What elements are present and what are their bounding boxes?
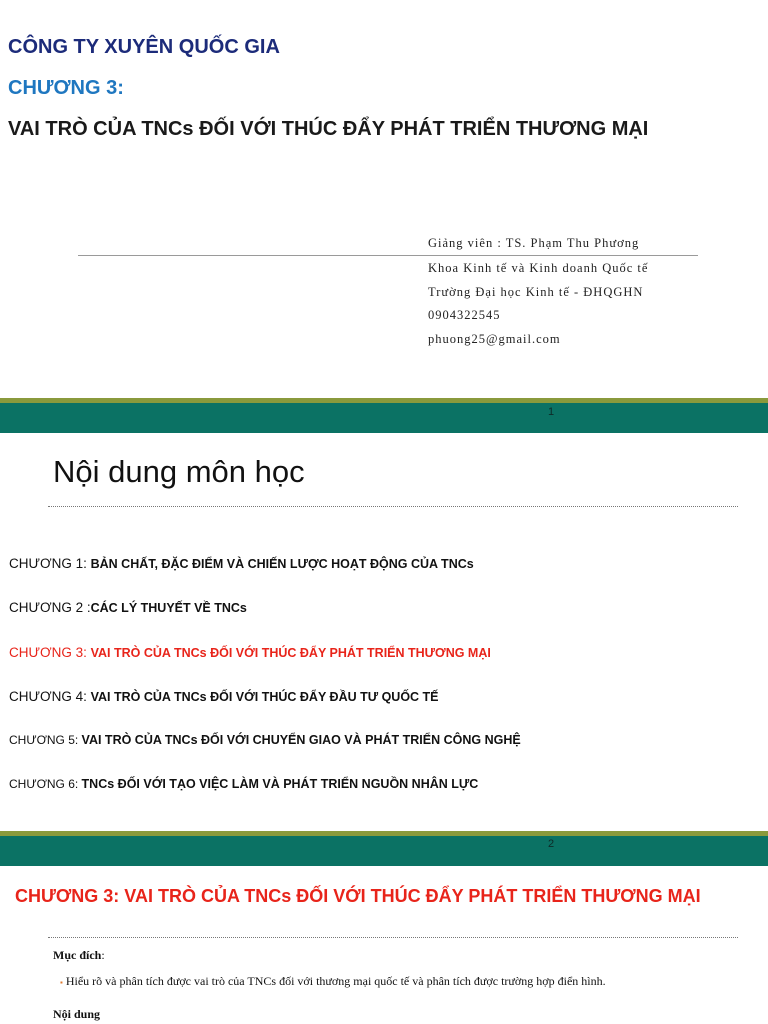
divider-line	[78, 255, 698, 256]
list-item-chapter-2: CHƯƠNG 2 :CÁC LÝ THUYẾT VỀ TNCs	[9, 600, 247, 615]
list-item-chapter-5: CHƯƠNG 5: VAI TRÒ CỦA TNCs ĐỐI VỚI CHUYỂN GIAO VÀ PHÁT TRIỂN CÔNG NGHỆ	[9, 733, 521, 747]
title-divider	[48, 506, 738, 507]
purpose-bullet: ▪ Hiểu rõ và phân tích được vai trò của TNCs đối với thương mại quốc tế và phân tích được trường hợp điển hình.	[60, 974, 606, 988]
phone-number: 0904322545	[428, 308, 501, 322]
list-item-chapter-3: CHƯƠNG 3: VAI TRÒ CỦA TNCs ĐỐI VỚI THÚC ĐẨY PHÁT TRIỂN THƯƠNG MẠI	[9, 645, 491, 660]
title-divider	[48, 937, 738, 938]
email-address: phuong25@gmail.com	[428, 332, 561, 346]
purpose-heading: Mục đích:	[53, 948, 105, 962]
footer-band	[0, 836, 768, 866]
page-title: Nội dung môn học	[53, 454, 305, 489]
footer-band	[0, 403, 768, 433]
page-number: 1	[547, 406, 555, 418]
chapter-label: CHƯƠNG 3:	[8, 77, 124, 99]
lecturer-name: Giảng viên : TS. Phạm Thu Phương	[428, 236, 640, 250]
list-item-chapter-1: CHƯƠNG 1: BẢN CHẤT, ĐẶC ĐIỂM VÀ CHIẾN LƯỢC HOẠT ĐỘNG CỦA TNCs	[9, 556, 474, 571]
faculty-name: Khoa Kinh tế và Kinh doanh Quốc tế	[428, 261, 649, 275]
page-title: CHƯƠNG 3: VAI TRÒ CỦA TNCs ĐỐI VỚI THÚC ĐẨY PHÁT TRIỂN THƯƠNG MẠI	[15, 886, 701, 906]
page-number: 2	[547, 838, 555, 850]
list-item-chapter-4: CHƯƠNG 4: VAI TRÒ CỦA TNCs ĐỐI VỚI THÚC ĐẨY ĐẦU TƯ QUỐC TẾ	[9, 689, 439, 704]
chapter-subtitle: VAI TRÒ CỦA TNCs ĐỐI VỚI THÚC ĐẨY PHÁT TRIỂN THƯƠNG MẠI	[8, 118, 649, 140]
content-heading: Nội dung	[53, 1007, 101, 1021]
bullet-icon: ▪	[60, 978, 63, 987]
list-item-chapter-6: CHƯƠNG 6: TNCs ĐỐI VỚI TẠO VIỆC LÀM VÀ PHÁT TRIỂN NGUỒN NHÂN LỰC	[9, 777, 479, 791]
university-name: Trường Đại học Kinh tế - ĐHQGHN	[428, 285, 644, 299]
course-title: CÔNG TY XUYÊN QUỐC GIA	[8, 36, 280, 58]
